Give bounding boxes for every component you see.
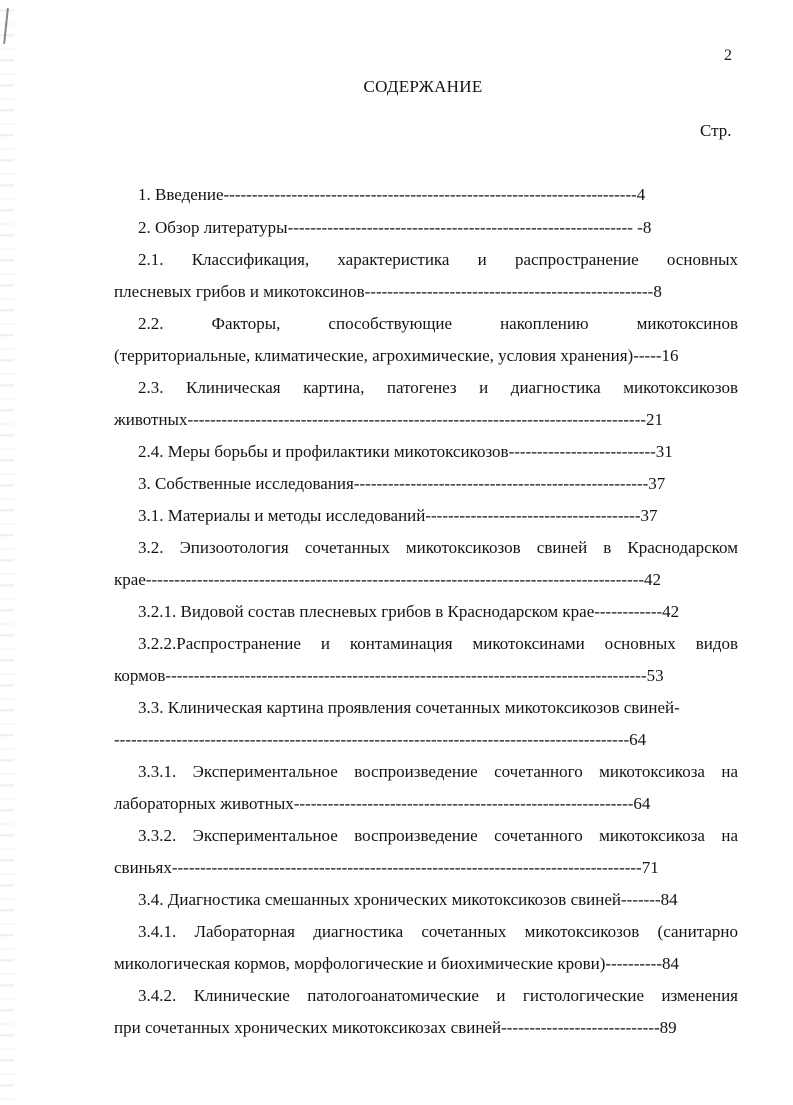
toc-line: -------------------------------------------------------------------------------------------64 [114,730,647,749]
toc-line: 3.4.1. Лабораторная диагностика сочетанных микотоксикозов (санитарно [138,922,738,941]
toc-line: крае----------------------------------------------------------------------------------------42 [114,570,662,589]
page-number: 2 [724,47,732,64]
toc-line: 2.2. Факторы, способствующие накоплению микотоксинов [138,314,738,333]
page-title: СОДЕРЖАНИЕ [363,77,483,96]
toc-line: 3.3.1. Экспериментальное воспроизведение сочетанного микотоксикоза на [138,762,738,781]
toc-line: 2.3. Клиническая картина, патогенез и диагностика микотоксикозов [138,378,738,397]
toc-line: кормов-------------------------------------------------------------------------------------53 [114,666,664,685]
toc-line: животных---------------------------------------------------------------------------------21 [114,410,664,429]
toc-line: при сочетанных хронических микотоксикозах свиней----------------------------89 [114,1018,677,1037]
toc-line: плесневых грибов и микотоксинов---------------------------------------------------8 [114,282,662,301]
toc-line: 3.2.2.Распространение и контаминация микотоксинами основных видов [138,634,738,653]
toc-line: свиньях-----------------------------------------------------------------------------------71 [114,858,659,877]
toc-line: 3.2.1. Видовой состав плесневых грибов в Краснодарском крае------------42 [138,602,680,621]
toc-line: 3.3.2. Экспериментальное воспроизведение сочетанного микотоксикоза на [138,826,738,845]
toc-line: 2. Обзор литературы------------------------------------------------------------- -8 [138,218,652,237]
toc-line: 3.4. Диагностика смешанных хронических микотоксикозов свиней-------84 [138,890,678,909]
scan-edge [0,0,14,1105]
toc-line: 3.3. Клиническая картина проявления сочетанных микотоксикозов свиней- [138,698,680,717]
toc-line: 3.4.2. Клинические патологоанатомические и гистологические изменения [138,986,738,1005]
toc-line: 2.4. Меры борьбы и профилактики микотоксикозов--------------------------31 [138,442,673,461]
toc-line: лабораторных животных------------------------------------------------------------64 [114,794,651,813]
toc-line: 3. Собственные исследования----------------------------------------------------37 [138,474,666,493]
page-column-label: Стр. [700,121,732,140]
toc-line: 3.1. Материалы и методы исследований--------------------------------------37 [138,506,658,525]
toc-line: 3.2. Эпизоотология сочетанных микотоксикозов свиней в Краснодарском [138,538,738,557]
toc-line: (территориальные, климатические, агрохимические, условия хранения)-----16 [114,346,679,365]
toc-line: микологическая кормов, морфологические и биохимические крови)----------84 [114,954,680,973]
toc-line: 1. Введение-------------------------------------------------------------------------4 [138,185,646,204]
toc-line: 2.1. Классификация, характеристика и распространение основных [138,250,738,269]
